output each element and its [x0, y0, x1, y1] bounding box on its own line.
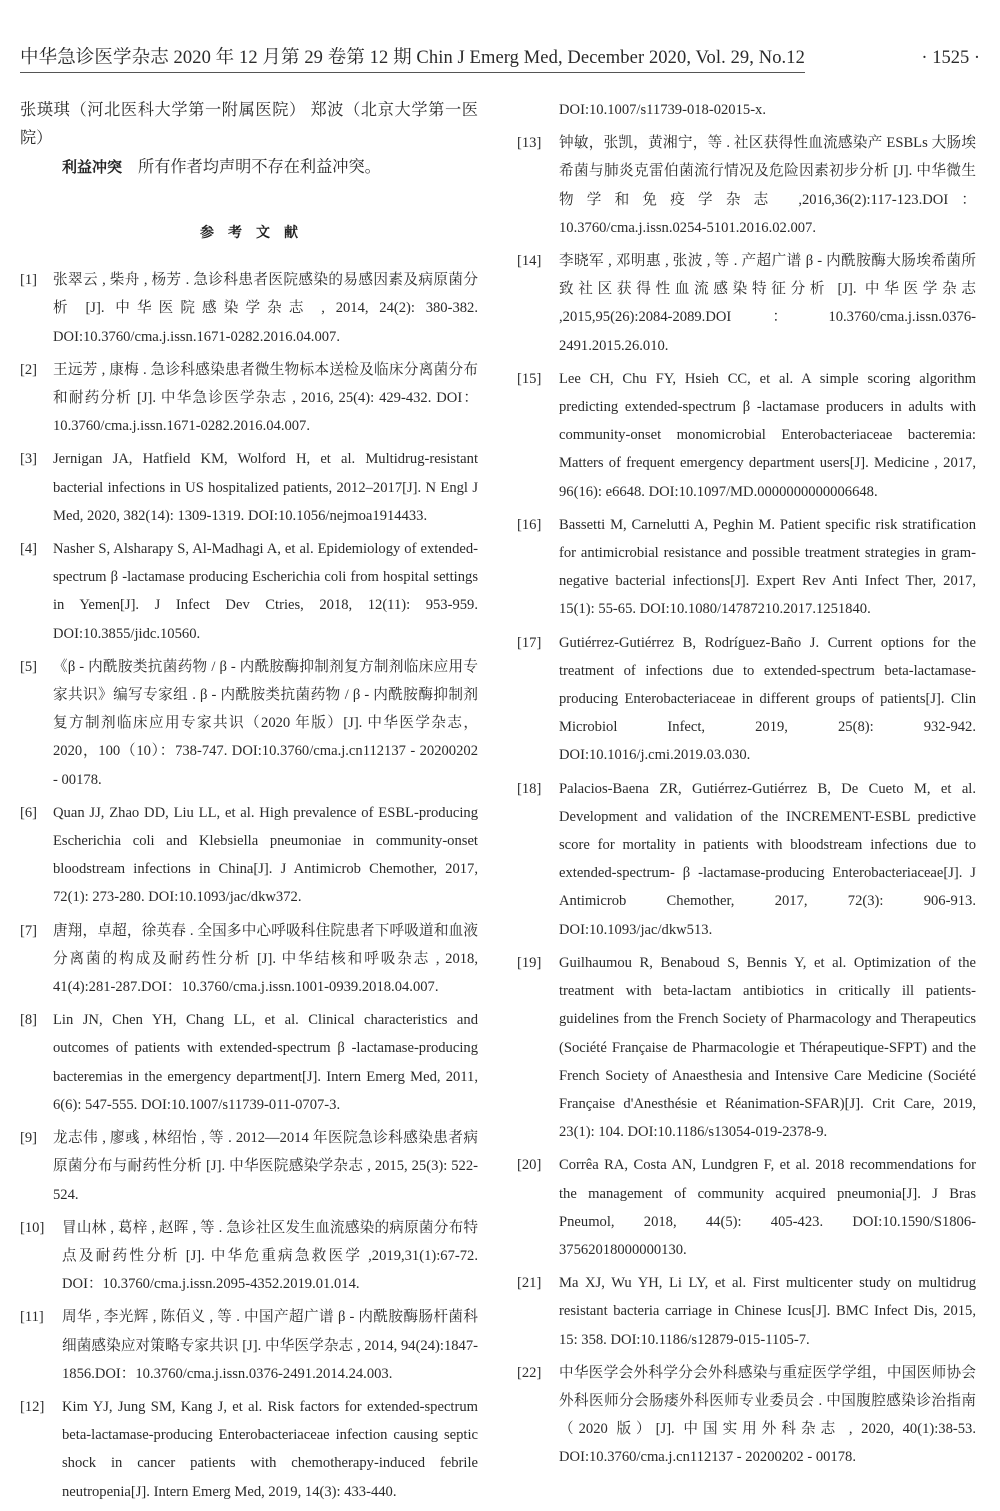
reference-number: [5] — [20, 658, 38, 675]
reference-text: Kim YJ, Jung SM, Kang J, et al. Risk factors for extended-spectrum beta-lactamase-producing Enterobacteriaceae infection causing septic shock in cancer patients with chemotherapy-induced febrile neutropenia[J]. Intern Emerg Med, 2019, 14(3): 433-440. — [62, 1398, 478, 1500]
reference-number: [6] — [20, 804, 38, 821]
reference-item — [517, 511, 976, 624]
reference-number: [22] — [517, 1364, 542, 1381]
reference-item — [20, 356, 478, 441]
reference-item — [517, 1151, 976, 1264]
reference-text: Gutiérrez-Gutiérrez B, Rodríguez-Baño J. Current options for the treatment of infections due to extended-spectrum beta-lactamase-producing Enterobacteriaceae in different groups of patients[J]. Clin Microbiol Infect, 2019, 25(8): 932-942. DOI:10.1016/j.cmi.2019.03.030. — [559, 634, 976, 764]
reference-item — [20, 1006, 478, 1119]
reference-item — [20, 917, 478, 1002]
reference-item — [517, 629, 976, 770]
reference-number: [8] — [20, 1012, 38, 1029]
reference-text: 唐翔，卓超，徐英春 . 全国多中心呼吸科住院患者下呼吸道和血液分离菌的构成及耐药性分析 [J]. 中华结核和呼吸杂志 , 2018, 41(4):281-287.DOI：10.3760/cma.j.issn.1001-0939.2018.04.007. — [53, 922, 478, 996]
reference-text: Corrêa RA, Costa AN, Lundgren F, et al. 2018 recommendations for the management of community acquired pneumonia[J]. J Bras Pneumol, 2018, 44(5): 405-423. DOI:10.1590/S1806-37562018000000130. — [559, 1157, 976, 1258]
conflict-of-interest — [20, 152, 478, 182]
reference-text: Lin JN, Chen YH, Chang LL, et al. Clinical characteristics and outcomes of patients with extended-spectrum β -lactamase-producing bacteremias in the emergency department[J]. Intern Emerg Med, 2011, 6(6): 547-555. DOI:10.1007/s11739-011-0707-3. — [53, 1012, 478, 1113]
reference-item — [20, 799, 478, 912]
reference-text: 冒山林 , 葛梓 , 赵晖 , 等 . 急诊社区发生血流感染的病原菌分布特点及耐药性分析 [J]. 中华危重病急救医学 ,2019,31(1):67-72. DOI：10.3760/cma.j.issn.2095-4352.2019.01.014. — [62, 1219, 478, 1293]
reference-text: Quan JJ, Zhao DD, Liu LL, et al. High prevalence of ESBL-producing Escherichia coli and Klebsiella pneumoniae in community-onset bloodstream infections in China[J]. J Antimicrob Chemother, 2017, 72(1): 273-280. DOI:10.1093/jac/dkw372. — [53, 804, 478, 906]
reference-item — [20, 1124, 478, 1209]
reference-item — [20, 445, 478, 530]
conflict-text: 所有作者均声明不存在利益冲突。 — [138, 158, 381, 176]
reference-text: 李晓军 , 邓明惠 , 张波 , 等 . 产超广谱 β - 内酰胺酶大肠埃希菌所致社区获得性血流感染特征分析 [J]. 中华医学杂志 ,2015,95(26):2084-2089.DOI：10.3760/cma.j.issn.0376-2491.2015.26.010. — [559, 253, 976, 354]
reference-item — [20, 1393, 478, 1506]
reference-number: [15] — [517, 370, 542, 387]
reference-text: 周华 , 李光辉 , 陈佰义 , 等 . 中国产超广谱 β - 内酰胺酶肠杆菌科细菌感染应对策略专家共识 [J]. 中华医学杂志 , 2014, 94(24):1847-1856.DOI：10.3760/cma.j.issn.0376-2491.2014.24.003. — [62, 1309, 478, 1382]
reference-item — [20, 1214, 478, 1299]
reference-text: 中华医学会外科学分会外科感染与重症医学学组，中国医师协会外科医师分会肠瘘外科医师专业委员会 . 中国腹腔感染诊治指南（2020 版）[J]. 中国实用外科杂志 , 2020, 40(1):38-53. DOI:10.3760/cma.j.cn112137 - 20200202 - 00178. — [559, 1364, 976, 1466]
reference-number: [12] — [20, 1398, 45, 1415]
reference-text: Nasher S, Alsharapy S, Al-Madhagi A, et al. Epidemiology of extended-spectrum β -lactamase producing Escherichia coli from hospital settings in Yemen[J]. J Infect Dev Ctries, 2018, 12(11): 953-959. DOI:10.3855/jidc.10560. — [53, 541, 478, 642]
reviewers-line: 张瑛琪（河北医科大学第一附属医院） 郑波（北京大学第一医院） — [20, 101, 478, 147]
reference-item — [517, 1269, 976, 1354]
reference-text: Guilhaumou R, Benaboud S, Bennis Y, et al. Optimization of the treatment with beta-lactam antibiotics in critically ill patients-guidelines from the French Society of Pharmacology and Therapeutics (Société Française de Pharmacologie et Thérapeutique-SFPT) and the French Society of Anaesthesia and Intensive Care Medicine (Société Française d'Anesthésie et Réanimation-SFAR)[J]. Crit Care, 2019, 23(1): 104. DOI:10.1186/s13054-019-2378-9. — [559, 954, 976, 1141]
reference-number: [21] — [517, 1275, 542, 1292]
references-heading: 参考文献 — [200, 225, 312, 241]
reference-number: [7] — [20, 922, 38, 939]
reference-item — [517, 949, 976, 1146]
reference-item — [20, 1303, 478, 1388]
reference-number: [17] — [517, 634, 542, 651]
reference-text: 龙志伟 , 廖彧 , 林绍怡 , 等 . 2012—2014 年医院急诊科感染患者病原菌分布与耐药性分析 [J]. 中华医院感染学杂志 , 2015, 25(3): 522-524. — [53, 1130, 478, 1203]
reference-number: [16] — [517, 516, 542, 533]
reference-item — [20, 653, 478, 794]
page-number: · 1525 · — [921, 48, 980, 68]
right-column — [517, 96, 976, 1477]
reference-number: [10] — [20, 1219, 45, 1236]
reference-text: 张翠云 , 柴舟 , 杨芳 . 急诊科患者医院感染的易感因素及病原菌分析 [J]. 中华医院感染学杂志 , 2014, 24(2): 380-382. DOI:10.3760/cma.j.issn.1671-0282.2016.04.007. — [53, 272, 478, 345]
reference-item — [20, 266, 478, 351]
reference-text: Bassetti M, Carnelutti A, Peghin M. Patient specific risk stratification for antimicrobial resistance and possible treatment strategies in gram-negative bacterial infections[J]. Expert Rev Anti Infect Ther, 2017, 15(1): 55-65. DOI:10.1080/14787210.2017.1251840. — [559, 516, 976, 618]
reference-number: [18] — [517, 780, 542, 797]
reference-text: 钟敏，张凯，黄湘宁，等 . 社区获得性血流感染产 ESBLs 大肠埃希菌与肺炎克雷伯菌流行情况及危险因素初步分析 [J]. 中华微生物学和免疫学杂志 ,2016,36(2):117-123.DOI：10.3760/cma.j.issn.0254-5101.2016.02.007. — [559, 135, 976, 236]
reference-continuation: DOI:10.1007/s11739-018-02015-x. — [559, 102, 766, 118]
reference-number: [20] — [517, 1157, 542, 1174]
reference-text: 《β - 内酰胺类抗菌药物 / β - 内酰胺酶抑制剂复方制剂临床应用专家共识》编写专家组 . β - 内酰胺类抗菌药物 / β - 内酰胺酶抑制剂复方制剂临床应用专家共识（2020 年版）[J]. 中华医学杂志，2020，100（10）：738-747. DOI:10.3760/cma.j.cn112137 - 20200202 - 00178. — [53, 658, 478, 788]
reference-text: Ma XJ, Wu YH, Li LY, et al. First multicenter study on multidrug resistant bacteria carriage in Chinese Icus[J]. BMC Infect Dis, 2015, 15: 358. DOI:10.1186/s12879-015-1105-7. — [559, 1275, 976, 1348]
reference-item — [517, 247, 976, 360]
reference-text: Jernigan JA, Hatfield KM, Wolford H, et al. Multidrug-resistant bacterial infections in US hospitalized patients, 2012–2017[J]. N Engl J Med, 2020, 382(14): 1309-1319. DOI:10.1056/nejmoa1914433. — [53, 451, 478, 524]
reference-item — [517, 129, 976, 242]
reference-item — [517, 775, 976, 944]
reference-number: [3] — [20, 451, 38, 468]
reference-text: 王远芳 , 康梅 . 急诊科感染患者微生物标本送检及临床分离菌分布和耐药分析 [J]. 中华急诊医学杂志 , 2016, 25(4): 429-432. DOI：10.3760/cma.j.issn.1671-0282.2016.04.007. — [53, 361, 478, 435]
reference-item — [517, 365, 976, 506]
reference-number: [9] — [20, 1130, 38, 1147]
reference-item — [517, 1359, 976, 1472]
reference-number: [4] — [20, 541, 38, 558]
reference-number: [19] — [517, 954, 542, 971]
reference-item — [20, 535, 478, 648]
reference-number: [11] — [20, 1309, 44, 1326]
reference-text: Lee CH, Chu FY, Hsieh CC, et al. A simple scoring algorithm predicting extended-spectrum β -lactamase producers in adults with community-onset monomicrobial Enterobacteriaceae bacteremia: Matters of frequent emergency department users[J]. Medicine , 2017, 96(16): e6648. DOI:10.1097/MD.0000000000006648. — [559, 370, 976, 500]
conflict-label: 利益冲突 — [62, 158, 123, 176]
reference-number: [14] — [517, 253, 542, 270]
reference-text: Palacios-Baena ZR, Gutiérrez-Gutiérrez B, De Cueto M, et al. Development and validation of the INCREMENT-ESBL predictive score for mortality in patients with bloodstream infections due to extended-spectrum- β -lactamase-producing Enterobacteriaceae[J]. J Antimicrob Chemother, 2017, 72(3): 906-913. DOI:10.1093/jac/dkw513. — [559, 780, 976, 938]
reference-number: [1] — [20, 272, 38, 289]
reference-number: [2] — [20, 361, 38, 378]
running-header — [20, 46, 980, 76]
reference-number: [13] — [517, 135, 542, 152]
left-column — [20, 96, 478, 1511]
journal-header: 中华急诊医学杂志 2020 年 12 月第 29 卷第 12 期 Chin J Emerg Med, December 2020, Vol. 29, No.12 — [20, 46, 805, 73]
